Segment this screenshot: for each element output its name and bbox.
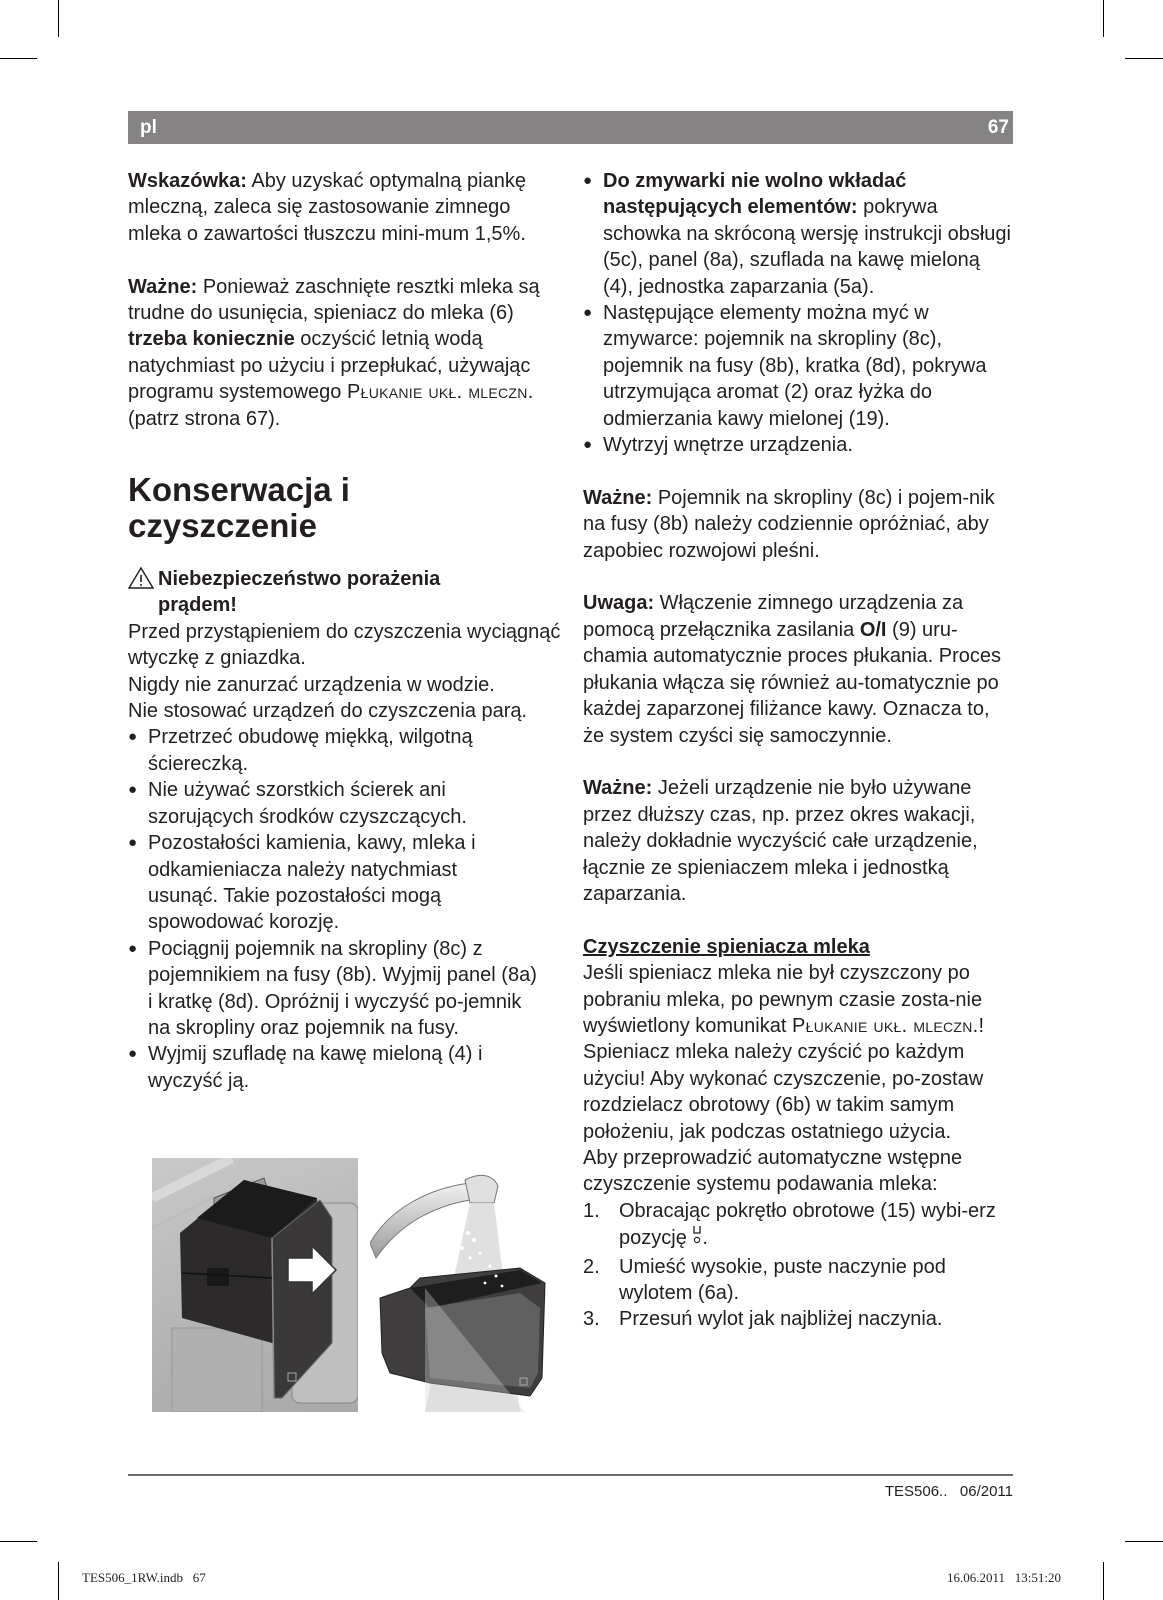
- step-text: Obracając pokrętło obrotowe (15) wybi-erz pozycję: [619, 1199, 996, 1250]
- footer-divider: [128, 1474, 1013, 1476]
- important-paragraph: [583, 485, 1015, 564]
- list-item: ● Pozostałości kamienia, kawy, mleka i odkamieniacza należy natychmiast usunąć. Takie pozostałości mogą spowodować korozję.: [128, 830, 568, 936]
- steps-list: [583, 1198, 1015, 1333]
- program-name: Płukanie ukł. mleczn.: [346, 381, 534, 404]
- print-slug-timestamp: 16.06.2011 13:51:20: [947, 1570, 1061, 1585]
- subsection-paragraph: [583, 960, 1015, 1039]
- crop-mark: [1125, 58, 1163, 59]
- list-item: ● Pociągnij pojemnik na skropliny (8c) z pojemnikiem na fusy (8b). Wyjmij panel (8a) i kratkę (8d). Opróżnij i wyczyść po-jemnik na skropliny oraz pojemnik na fusy.: [128, 936, 568, 1042]
- cleaning-bullet-list: [128, 724, 568, 1094]
- important-paragraph: [583, 775, 1015, 907]
- crop-mark: [58, 1562, 59, 1600]
- step-item: [583, 1306, 1015, 1332]
- step-item: [583, 1254, 1015, 1307]
- crop-mark: [0, 58, 37, 59]
- list-item-text: Wytrzyj wnętrze urządzenia.: [603, 434, 853, 457]
- list-item: [583, 168, 1015, 300]
- display-message: Płukanie ukł. mleczn.: [791, 1014, 979, 1037]
- warning-heading: [128, 566, 568, 619]
- important-label: Ważne:: [583, 486, 653, 509]
- important-text: oczyścić letnią wodą natychmiast po użyciu i przepłukać, używając programu systemowego: [128, 328, 531, 404]
- page-number: 67: [987, 116, 1009, 138]
- power-switch-label: O/I: [859, 618, 887, 641]
- note-text: Włączenie zimnego urządzenia za pomocą przełącznika zasilania: [583, 592, 964, 641]
- list-item: [583, 300, 1015, 432]
- crop-mark: [1103, 0, 1104, 37]
- left-column: [128, 168, 568, 1094]
- footer-model-date: TES506.. 06/2011: [884, 1483, 1013, 1500]
- step-item: [583, 1198, 1015, 1254]
- note-text: (9) uru-chamia automatycznie proces płukania. Proces płukania włącza się również au-tomatycznie po każdej zaparzonej filiżance kawy. Oznacza to, że system czyści się samoczynnie.: [583, 618, 1001, 747]
- crop-mark: [58, 0, 59, 37]
- tip-text: Aby uzyskać optymalną piankę mleczną, zaleca się zastosowanie zimnego mleka o zawartości tłuszczu mini-mum 1,5%.: [128, 170, 526, 245]
- important-paragraph: [128, 274, 568, 432]
- warning-line: Nie stosować urządzeń do czyszczenia parą.: [128, 700, 528, 723]
- list-item: ● Wyjmij szufladę na kawę mieloną (4) i wyczyść ją.: [128, 1041, 568, 1094]
- warning-triangle-icon: [128, 566, 158, 619]
- list-item: ● Nie używać szorstkich ścierek ani szorujących środków czyszczących.: [128, 777, 568, 830]
- dishwasher-bullet-list: [583, 168, 1015, 458]
- important-emphasis: trzeba koniecznie: [128, 328, 295, 351]
- print-slug-file: TES506_1RW.indb 67: [82, 1570, 206, 1585]
- list-item-text: pokrywa schowka na skróconą wersję instrukcji obsługi (5c), panel (8a), szuflada na kawę mieloną (4), jednostka zaparzania (5a).: [603, 196, 1011, 298]
- section-title: Konserwacja i czyszczenie: [128, 471, 350, 545]
- list-item: [583, 432, 1015, 458]
- subsection-paragraph: Aby przeprowadzić automatyczne wstępne czyszczenie systemu podawania mleka:: [583, 1146, 963, 1196]
- important-label: Ważne:: [128, 275, 198, 298]
- milk-position-icon: [692, 1224, 702, 1253]
- crop-mark: [0, 1541, 37, 1542]
- crop-mark: [1103, 1562, 1104, 1600]
- tip-paragraph: [128, 168, 568, 247]
- warning-line: Nigdy nie zanurzać urządzenia w wodzie.: [128, 673, 495, 696]
- important-text: Pojemnik na skropliny (8c) i pojem-nik na fusy (8b) należy codziennie opróżniać, aby zapobiec rozwojowi pleśni.: [583, 486, 995, 562]
- step-number: 2.: [583, 1255, 600, 1278]
- list-item-text: Następujące elementy można myć w zmywarce: pojemnik na skropliny (8c), pojemnik na fusy (8b), kratka (8d), pokrywa utrzymująca aromat (2) oraz łyżka do odmierzania kawy mielonej (19).: [603, 302, 987, 430]
- warning-title: Niebezpieczeństwo porażenia prądem!: [158, 568, 441, 617]
- step-text: Umieść wysokie, puste naczynie pod wylotem (6a).: [619, 1255, 946, 1304]
- list-item-emphasis: Do zmywarki nie wolno wkładać następujących elementów:: [603, 170, 907, 219]
- note-paragraph: [583, 590, 1015, 748]
- pull-out-drawer-illustration: [152, 1158, 358, 1412]
- tip-label: Wskazówka:: [128, 170, 247, 192]
- right-column: [583, 168, 1015, 1333]
- rinse-under-tap-illustration: [370, 1158, 562, 1412]
- note-label: Uwaga:: [583, 592, 655, 615]
- warning-line: Przed przystąpieniem do czyszczenia wyciągnąć wtyczkę z gniazdka.: [128, 620, 561, 670]
- illustration-group: [152, 1158, 562, 1412]
- step-text: .: [702, 1227, 708, 1250]
- step-number: 1.: [583, 1199, 600, 1222]
- subsection-title: Czyszczenie spieniacza mleka: [583, 935, 870, 958]
- language-code: pl: [140, 116, 157, 138]
- step-text: Przesuń wylot jak najbliżej naczynia.: [619, 1308, 943, 1331]
- important-label: Ważne:: [583, 777, 653, 800]
- step-number: 3.: [583, 1308, 600, 1331]
- page-header-bar: [128, 111, 1013, 144]
- list-item: ● Przetrzeć obudowę miękką, wilgotną ściereczką.: [128, 724, 568, 777]
- subsection-text: Jeśli spieniacz mleka nie był czyszczony po pobraniu mleka, po pewnym czasie zosta-nie wyświetlony komunikat: [583, 962, 983, 1037]
- important-text: (patrz strona 67).: [128, 407, 281, 430]
- crop-mark: [1125, 1541, 1163, 1542]
- important-text: Jeżeli urządzenie nie było używane przez dłuższy czas, np. przez okres wakacji, należy dokładnie wyczyścić całe urządzenie, łącznie ze spieniaczem mleka i jednostką zaparzania.: [583, 777, 978, 905]
- subsection-text: !: [978, 1014, 985, 1037]
- subsection-paragraph: Spieniacz mleka należy czyścić po każdym użyciu! Aby wykonać czyszczenie, po-zostaw rozdzielacz obrotowy (6b) w takim samym położeniu, jak podczas ostatniego użycia.: [583, 1041, 984, 1143]
- important-text: Ponieważ zaschnięte resztki mleka są trudne do usunięcia, spieniacz do mleka (6): [128, 275, 540, 325]
